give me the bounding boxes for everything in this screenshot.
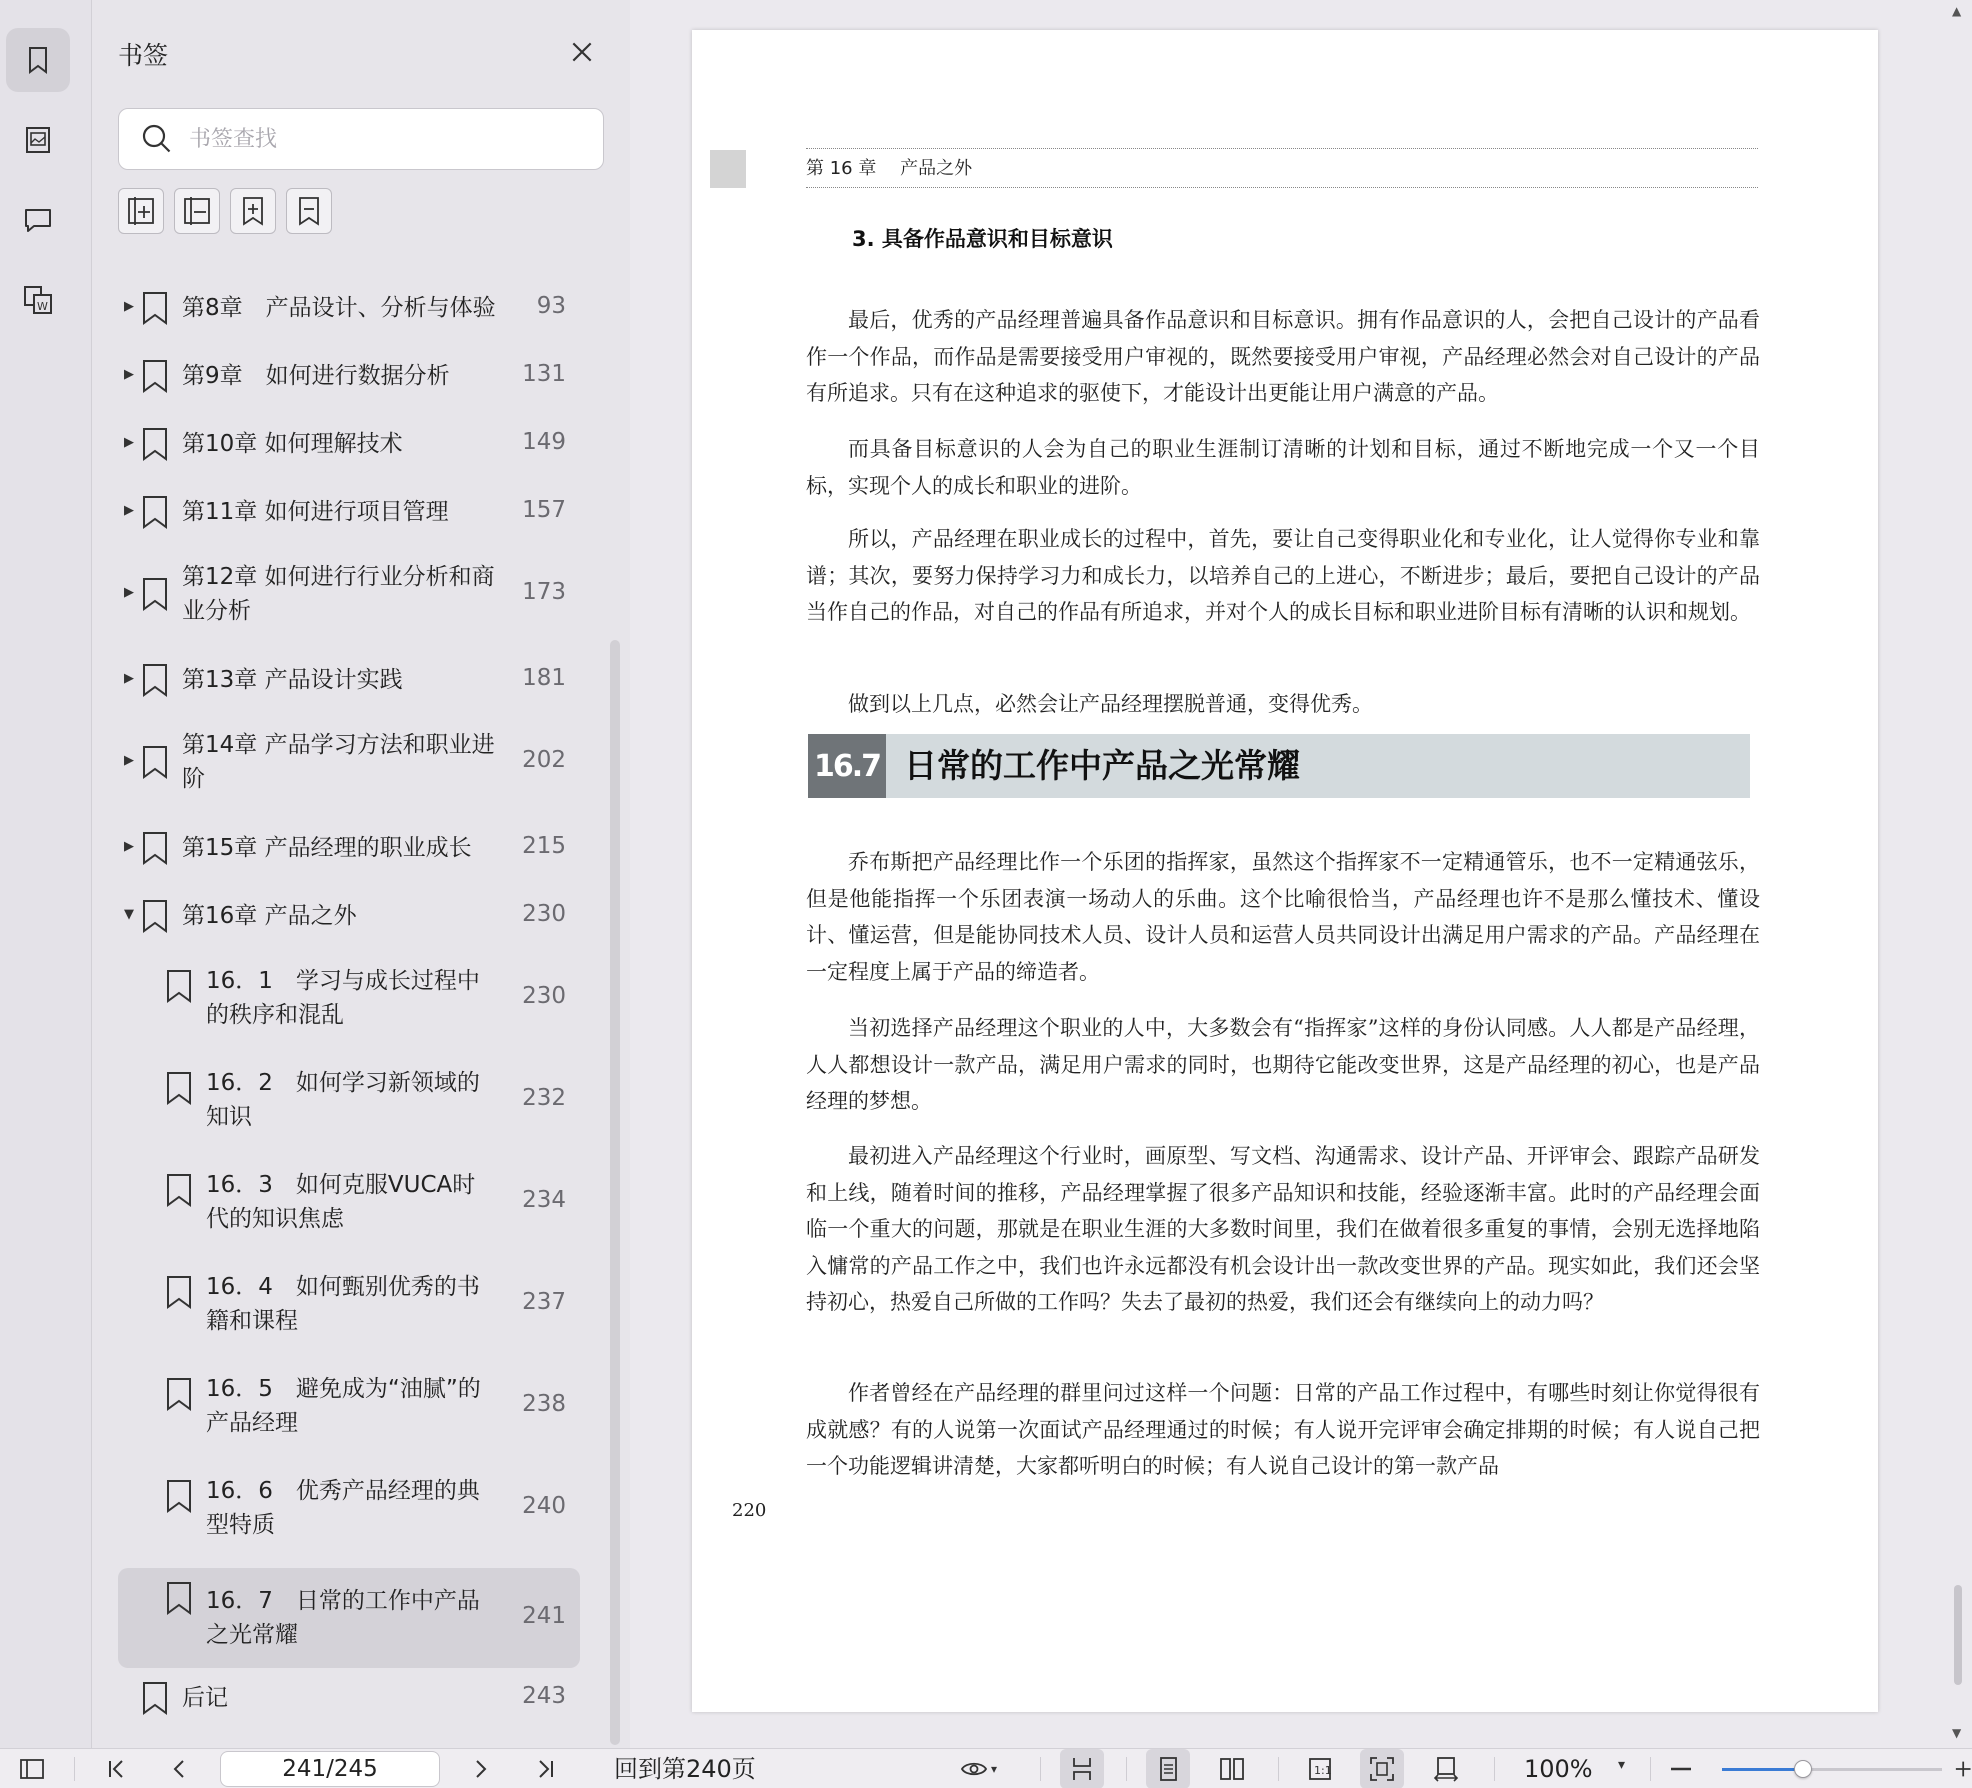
bookmark-tools [118, 188, 332, 234]
single-page-icon [1153, 1754, 1183, 1784]
page-marker [710, 150, 746, 188]
bookmark-icon [164, 1376, 194, 1412]
bookmark-label: 16．7 日常的工作中产品之光常耀 [206, 1588, 480, 1648]
toolbar-divider [1494, 1757, 1495, 1781]
fit-page-icon [1367, 1754, 1397, 1784]
return-to-page-link[interactable]: 回到第240页 [614, 1755, 756, 1783]
chevron-down-icon[interactable]: ▼ [124, 907, 134, 922]
first-page-icon [101, 1754, 131, 1784]
scroll-down-icon[interactable]: ▼ [1952, 1726, 1962, 1740]
bookmark-label: 后记 [182, 1685, 228, 1711]
bookmark-page-number: 131 [522, 361, 566, 387]
bookmark-icon [140, 898, 170, 934]
bookmark-label: 第13章 产品设计实践 [182, 667, 403, 693]
bookmark-icon [140, 1680, 170, 1716]
bookmark-icon [140, 662, 170, 698]
remove-bookmark-button[interactable] [286, 188, 332, 234]
bookmark-label: 第12章 如何进行行业分析和商业分析 [182, 564, 495, 624]
paragraph: 最初进入产品经理这个行业时，画原型、写文档、沟通需求、设计产品、开评审会、跟踪产品研发和上线，随着时间的推移，产品经理掌握了很多产品知识和技能，经验逐渐丰富。此时的产品经理会面临一个重大的问题，那就是在职业生涯的大多数时间里，我们在做着很多重复的事情，会别无选择地陷入慵常的产品工作之中，我们也许永远都没有机会设计出一款改变世界的产品。现实如此，我们还会坚持初心，热爱自己所做的工作吗？失去了最初的热爱，我们还会有继续向上的动力吗？ [806, 1144, 1760, 1315]
bookmark-subitem[interactable] [118, 1364, 580, 1448]
section-number: 16.7 [808, 734, 886, 798]
bookmark-page-number: 93 [536, 293, 566, 319]
search-icon [139, 121, 175, 157]
bookmark-label: 16．6 优秀产品经理的典型特质 [206, 1478, 480, 1538]
bookmark-page-number: 240 [522, 1493, 566, 1519]
panel-title: 书签 [118, 41, 169, 70]
toolbar-divider [1040, 1757, 1041, 1781]
bookmark-item[interactable] [118, 888, 580, 944]
bookmark-page-number: 202 [522, 747, 566, 773]
eye-icon [959, 1754, 989, 1784]
bookmark-page-number: 237 [522, 1289, 566, 1315]
bookmark-page-number: 230 [522, 983, 566, 1009]
chevron-right-icon[interactable]: ▶ [124, 299, 134, 314]
bookmark-icon [164, 968, 194, 1004]
bookmark-label: 第14章 产品学习方法和职业进阶 [182, 732, 495, 792]
bookmark-panel [92, 0, 630, 1748]
bookmark-item[interactable] [118, 552, 580, 636]
bookmark-subitem[interactable] [118, 1160, 580, 1244]
chevron-right-icon[interactable]: ▶ [124, 435, 134, 450]
zoom-level[interactable]: 100% [1524, 1755, 1593, 1783]
page-number: 220 [732, 1500, 767, 1521]
bookmark-label: 第16章 产品之外 [182, 903, 357, 929]
bookmark-page-number: 157 [522, 497, 566, 523]
expand-all-button[interactable] [118, 188, 164, 234]
minus-icon [1666, 1754, 1696, 1784]
bookmark-item[interactable] [118, 652, 580, 708]
bookmark-label: 16．3 如何克服VUCA时代的知识焦虑 [206, 1172, 476, 1232]
zoom-slider[interactable] [1722, 1768, 1942, 1771]
bookmark-label: 16．2 如何学习新领域的知识 [206, 1070, 480, 1130]
chevron-right-icon[interactable]: ▶ [124, 839, 134, 854]
sidebar-toggle-icon [17, 1754, 47, 1784]
bookmark-label: 第8章 产品设计、分析与体验 [182, 295, 496, 321]
bookmark-add-icon [236, 194, 270, 228]
bookmark-label: 16．5 避免成为“油腻”的产品经理 [206, 1376, 481, 1436]
bookmark-label: 第15章 产品经理的职业成长 [182, 835, 472, 861]
continuous-page-icon [1067, 1754, 1097, 1784]
actual-size-button[interactable] [1298, 1749, 1342, 1788]
comment-icon [21, 203, 55, 237]
collapse-all-button[interactable] [174, 188, 220, 234]
bookmark-page-number: 232 [522, 1085, 566, 1111]
bookmark-subitem[interactable] [118, 1262, 580, 1346]
bookmark-page-number: 149 [522, 429, 566, 455]
two-page-icon [1217, 1754, 1247, 1784]
paragraph: 最后，优秀的产品经理普遍具备作品意识和目标意识。拥有作品意识的人，会把自己设计的产品看作一个作品，而作品是需要接受用户审视的，既然要接受用户审视，产品经理必然会对自己设计的产品有所追求。只有在这种追求的驱使下，才能设计出更能让用户满意的产品。 [806, 308, 1760, 406]
view-mode-dropdown[interactable] [948, 1749, 1008, 1788]
bookmark-icon [140, 358, 170, 394]
bookmark-icon [140, 744, 170, 780]
bookmark-icon [140, 830, 170, 866]
bookmark-icon [164, 1070, 194, 1106]
zoom-out-button[interactable] [1664, 1749, 1698, 1788]
scroll-up-icon[interactable]: ▲ [1952, 4, 1962, 18]
header-rule-bottom [806, 187, 1758, 188]
bookmark-page-number: 230 [522, 901, 566, 927]
bookmark-item[interactable] [118, 484, 580, 540]
bookmark-icon [164, 1172, 194, 1208]
toolbar-divider [74, 1757, 75, 1781]
chevron-right-icon [465, 1754, 495, 1784]
document-scrollbar[interactable] [1944, 0, 1972, 1748]
bookmark-page-number: 238 [522, 1391, 566, 1417]
bookmark-page-number: 215 [522, 833, 566, 859]
bookmark-item[interactable] [118, 1670, 580, 1726]
bookmark-icon [164, 1274, 194, 1310]
last-page-icon [531, 1754, 561, 1784]
next-page-button[interactable] [460, 1749, 500, 1788]
toolbar-divider [1126, 1757, 1127, 1781]
bookmark-icon [140, 576, 170, 612]
fit-width-icon [1431, 1754, 1461, 1784]
fit-page-button[interactable] [1360, 1749, 1404, 1788]
first-page-button[interactable] [96, 1749, 136, 1788]
chevron-right-icon[interactable]: ▶ [124, 503, 134, 518]
thumbnail-icon [21, 123, 55, 157]
paragraph: 而具备目标意识的人会为自己的职业生涯制订清晰的计划和目标，通过不断地完成一个又一个目标，实现个人的成长和职业的进阶。 [806, 437, 1760, 498]
toolbar-divider [1278, 1757, 1279, 1781]
zoom-dropdown-icon[interactable]: ▾ [1618, 1757, 1626, 1773]
convert-word-icon [21, 283, 55, 317]
chevron-right-icon[interactable]: ▶ [124, 753, 134, 768]
bookmark-panel-button[interactable] [6, 28, 70, 92]
fit-width-button[interactable] [1424, 1749, 1468, 1788]
remove-bookmark-icon [180, 194, 214, 228]
paragraph: 所以，产品经理在职业成长的过程中，首先，要让自己变得职业化和专业化，让人觉得你专业和靠谱；其次，要努力保持学习力和成长力，以培养自己的上进心，不断进步；最后，要把自己设计的产品当作自己的作品，对自己的作品有所追求，并对个人的成长目标和职业进阶目标有清晰的认识和规划。 [806, 527, 1760, 625]
section-title: 日常的工作中产品之光常耀 [904, 746, 1300, 785]
bookmark-remove-icon [292, 194, 326, 228]
zoom-slider-knob[interactable] [1794, 1760, 1812, 1778]
running-head: 第 16 章 产品之外 [806, 158, 973, 179]
bookmark-item[interactable] [118, 416, 580, 472]
bookmark-icon [164, 1580, 194, 1616]
bookmark-item[interactable] [118, 348, 580, 404]
bookmark-icon [140, 426, 170, 462]
bookmark-page-number: 243 [522, 1683, 566, 1709]
toggle-sidebar-button[interactable] [12, 1749, 52, 1788]
bottom-toolbar [0, 1748, 1972, 1788]
chevron-right-icon[interactable]: ▶ [124, 367, 134, 382]
paragraph: 做到以上几点，必然会让产品经理摆脱普通，变得优秀。 [848, 692, 1373, 716]
bookmark-label: 16．4 如何甄别优秀的书籍和课程 [206, 1274, 480, 1334]
sub-heading: 3. 具备作品意识和目标意识 [852, 227, 1113, 251]
comment-panel-button[interactable] [6, 188, 70, 252]
page-number-input[interactable]: 241/245 [220, 1751, 440, 1787]
bookmark-page-number: 241 [522, 1603, 566, 1629]
two-page-button[interactable] [1210, 1749, 1254, 1788]
scrollbar-thumb[interactable] [1954, 1585, 1962, 1685]
bookmark-label: 第10章 如何理解技术 [182, 431, 403, 457]
add-bookmark-button[interactable] [230, 188, 276, 234]
pdf-page [692, 30, 1878, 1712]
paragraph: 作者曾经在产品经理的群里问过这样一个问题：日常的产品工作过程中，有哪些时刻让你觉得很有成就感？有的人说第一次面试产品经理通过的时候；有人说开完评审会确定排期的时候；有人说自己把一个功能逻辑讲清楚，大家都听明白的时候；有人说自己设计的第一款产品 [806, 1381, 1760, 1479]
chevron-right-icon[interactable]: ▶ [124, 585, 134, 600]
sidebar-rail [0, 0, 92, 1748]
bookmark-subitem[interactable] [118, 1568, 580, 1668]
panel-scrollbar[interactable] [610, 640, 620, 1745]
last-page-button[interactable] [526, 1749, 566, 1788]
header-rule-top [806, 148, 1758, 149]
bookmark-icon [140, 494, 170, 530]
bookmark-item[interactable] [118, 280, 580, 336]
bookmark-page-number: 173 [522, 579, 566, 605]
close-panel-button[interactable] [566, 36, 598, 68]
bookmark-search-box [118, 108, 604, 170]
thumbnail-panel-button[interactable] [6, 108, 70, 172]
bookmark-subitem[interactable] [118, 1466, 580, 1550]
bookmark-icon [164, 1478, 194, 1514]
chevron-left-icon [165, 1754, 195, 1784]
zoom-in-button[interactable] [1950, 1749, 1972, 1788]
continuous-scroll-button[interactable] [1060, 1749, 1104, 1788]
paragraph: 乔布斯把产品经理比作一个乐团的指挥家，虽然这个指挥家不一定精通管乐，也不一定精通弦乐，但是他能指挥一个乐团表演一场动人的乐曲。这个比喻很恰当，产品经理也许不是那么懂技术、懂设计、懂运营，但是能协同技术人员、设计人员和运营人员共同设计出满足用户需求的产品。产品经理在一定程度上属于产品的缔造者。 [806, 850, 1760, 984]
paragraph: 当初选择产品经理这个职业的人中，大多数会有“指挥家”这样的身份认同感。人人都是产品经理，人人都想设计一款产品，满足用户需求的同时，也期待它能改变世界，这是产品经理的初心，也是产品经理的梦想。 [806, 1016, 1760, 1114]
bookmark-item[interactable] [118, 820, 580, 876]
bookmark-label: 第9章 如何进行数据分析 [182, 363, 450, 389]
zoom-slider-fill [1722, 1768, 1803, 1771]
bookmark-subitem[interactable] [118, 956, 580, 1040]
bookmark-label: 16．1 学习与成长过程中的秩序和混乱 [206, 968, 480, 1028]
bookmark-label: 第11章 如何进行项目管理 [182, 499, 449, 525]
previous-page-button[interactable] [160, 1749, 200, 1788]
bookmark-icon [140, 290, 170, 326]
plus-icon [1950, 1754, 1972, 1784]
bookmark-search-input[interactable] [189, 127, 569, 152]
bookmark-page-number: 181 [522, 665, 566, 691]
bookmark-page-number: 234 [522, 1187, 566, 1213]
chevron-down-icon: ▾ [990, 1762, 998, 1776]
bookmark-icon [21, 43, 55, 77]
close-icon [569, 39, 595, 65]
single-page-button[interactable] [1146, 1749, 1190, 1788]
chevron-right-icon[interactable]: ▶ [124, 671, 134, 686]
bookmark-item[interactable] [118, 720, 580, 804]
actual-size-icon [1305, 1754, 1335, 1784]
toolbar-divider [1650, 1757, 1651, 1781]
convert-word-button[interactable] [6, 268, 70, 332]
add-bookmark-icon [124, 194, 158, 228]
svg-text:W: W [37, 300, 48, 313]
bookmark-subitem[interactable] [118, 1058, 580, 1142]
svg-text:1:1: 1:1 [1314, 1764, 1332, 1777]
